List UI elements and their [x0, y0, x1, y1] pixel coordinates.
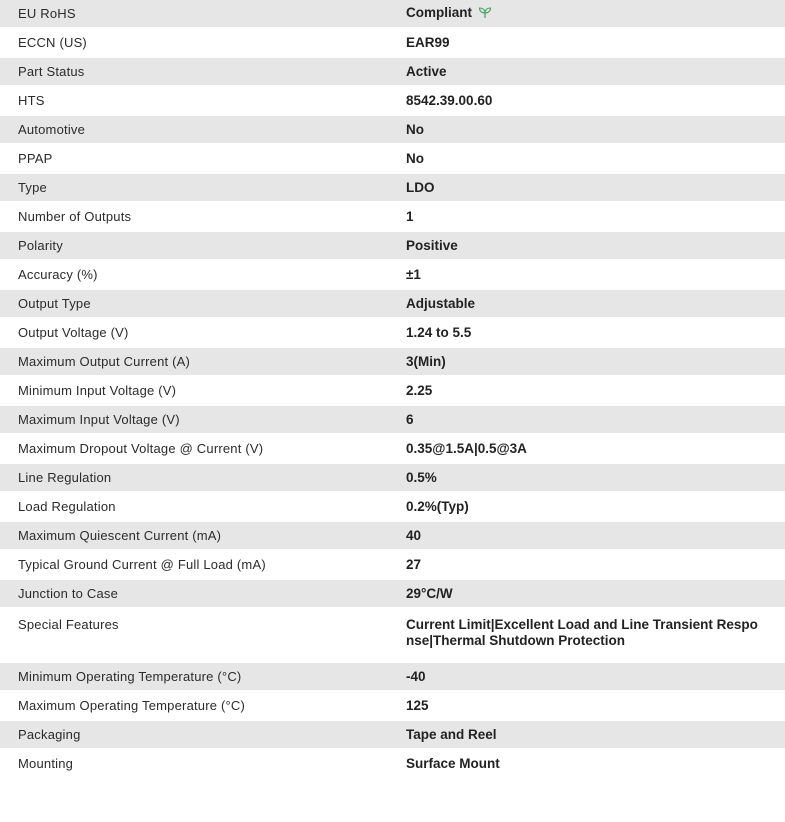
spec-value: 3(Min): [406, 353, 446, 369]
spec-label: PPAP: [18, 150, 53, 166]
spec-label: Minimum Operating Temperature (°C): [18, 668, 242, 684]
spec-label: Maximum Quiescent Current (mA): [18, 527, 222, 543]
spec-row-max-quiescent-current: [0, 521, 785, 550]
spec-row-load-regulation: [0, 492, 785, 521]
spec-label: Output Voltage (V): [18, 324, 129, 340]
spec-value: Positive: [406, 237, 458, 253]
spec-value: 1.24 to 5.5: [406, 324, 472, 340]
spec-label: Number of Outputs: [18, 208, 132, 224]
spec-label: Automotive: [18, 121, 86, 137]
spec-value: LDO: [406, 179, 435, 195]
spec-value: 29°C/W: [406, 585, 453, 601]
spec-row-max-operating-temp: [0, 691, 785, 720]
spec-row-max-output-current: [0, 347, 785, 376]
spec-value: Adjustable: [406, 295, 476, 311]
spec-value: 0.2%(Typ): [406, 498, 469, 514]
spec-label: Accuracy (%): [18, 266, 98, 282]
spec-value: 40: [406, 527, 422, 543]
spec-label: HTS: [18, 92, 45, 108]
spec-row-junction-to-case: [0, 579, 785, 608]
spec-row-packaging: [0, 720, 785, 749]
spec-label: Packaging: [18, 726, 81, 742]
spec-row-mounting: [0, 749, 785, 778]
spec-row-output-type: [0, 289, 785, 318]
spec-value: 1: [406, 208, 414, 224]
spec-label: Type: [18, 179, 47, 195]
spec-value: No: [406, 121, 424, 137]
spec-row-eccn: [0, 28, 785, 57]
spec-value: 125: [406, 697, 429, 713]
spec-label: Maximum Output Current (A): [18, 353, 191, 369]
spec-label: ECCN (US): [18, 34, 87, 50]
spec-value: No: [406, 150, 424, 166]
spec-value: 27: [406, 556, 422, 572]
spec-value: 8542.39.00.60: [406, 92, 493, 108]
spec-label: Polarity: [18, 237, 63, 253]
spec-row-type: [0, 173, 785, 202]
spec-label: Load Regulation: [18, 498, 116, 514]
spec-value: -40: [406, 668, 426, 684]
spec-value: Active: [406, 63, 447, 79]
spec-row-part-status: [0, 57, 785, 86]
spec-label: Part Status: [18, 63, 85, 79]
spec-label: Line Regulation: [18, 469, 112, 485]
spec-label: Output Type: [18, 295, 91, 311]
spec-value: Tape and Reel: [406, 726, 497, 742]
spec-row-hts: [0, 86, 785, 115]
spec-row-eu-rohs: [0, 0, 785, 28]
spec-label: Special Features: [18, 617, 119, 632]
spec-row-special-features: [0, 608, 785, 662]
spec-value: 2.25: [406, 382, 433, 398]
spec-label: Maximum Dropout Voltage @ Current (V): [18, 440, 264, 456]
spec-value: Surface Mount: [406, 755, 500, 771]
spec-label: Mounting: [18, 755, 74, 771]
spec-row-line-regulation: [0, 463, 785, 492]
spec-label: Maximum Input Voltage (V): [18, 411, 180, 427]
spec-row-max-dropout-voltage: [0, 434, 785, 463]
spec-row-polarity: [0, 231, 785, 260]
spec-row-typical-ground-current: [0, 550, 785, 579]
spec-value: 6: [406, 411, 414, 427]
spec-row-max-input-voltage: [0, 405, 785, 434]
spec-label: Typical Ground Current @ Full Load (mA): [18, 556, 266, 572]
spec-row-min-operating-temp: [0, 662, 785, 691]
spec-row-min-input-voltage: [0, 376, 785, 405]
spec-row-automotive: [0, 115, 785, 144]
leaf-icon: [478, 7, 492, 23]
spec-label: EU RoHS: [18, 5, 76, 21]
spec-value: ±1: [406, 266, 421, 282]
spec-row-number-of-outputs: [0, 202, 785, 231]
spec-label: Maximum Operating Temperature (°C): [18, 697, 246, 713]
spec-row-ppap: [0, 144, 785, 173]
spec-label: Minimum Input Voltage (V): [18, 382, 177, 398]
spec-label: Junction to Case: [18, 585, 119, 601]
spec-row-accuracy: [0, 260, 785, 289]
spec-value-text: Compliant: [406, 4, 472, 20]
spec-value: 0.35@1.5A|0.5@3A: [406, 440, 527, 456]
spec-row-output-voltage: [0, 318, 785, 347]
spec-value: EAR99: [406, 34, 450, 50]
spec-value: 0.5%: [406, 469, 437, 485]
spec-value: [406, 0, 785, 28]
spec-value: Current Limit|Excellent Load and Line Transient Response|Thermal Shutdown Protection: [406, 617, 758, 648]
